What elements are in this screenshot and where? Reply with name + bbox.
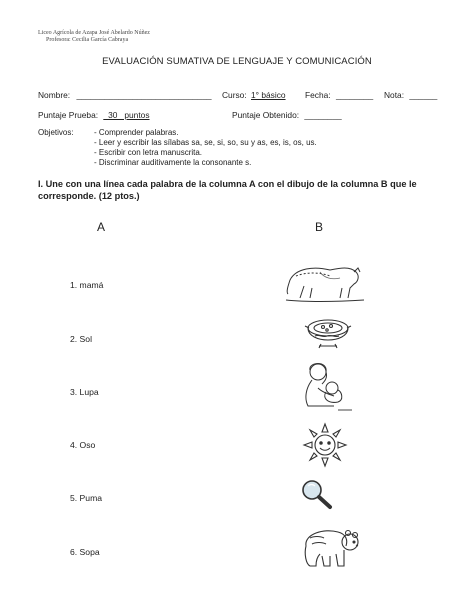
word-item-sopa: 6. Sopa [70, 547, 100, 557]
school-name: Liceo Agrícola de Azapa José Abelardo Núñez [38, 30, 150, 36]
magnifier-icon [300, 478, 334, 510]
curso-label: Curso: [222, 90, 247, 100]
sun-icon [302, 422, 348, 468]
column-a-heading: A [97, 220, 106, 234]
objective-item: - Leer y escribir las sílabas sa, se, si, so, su y as, es, is, os, us. [94, 138, 317, 147]
teacher-name: Profesora: Cecilia García Cabraya [46, 37, 129, 43]
puma-icon [284, 258, 370, 304]
word-item-oso: 4. Oso [70, 440, 96, 450]
word-item-sol: 2. Sol [70, 334, 92, 344]
objective-item: - Escribir con letra manuscrita. [94, 148, 203, 157]
word-item-puma: 5. Puma [70, 493, 103, 503]
instruction-text: I. Une con una línea cada palabra de la columna A con el dibujo de la columna B que le corresponde. (12 ptos.) [38, 179, 417, 201]
objective-item: - Comprender palabras. [94, 128, 179, 137]
puntaje-prueba-field [38, 110, 150, 120]
puntaje-prueba-value: _30_ puntos [103, 110, 150, 120]
objectives-label: Objetivos: [38, 128, 74, 137]
fecha-field [305, 90, 373, 100]
nombre-line: _____________________________ [76, 90, 212, 100]
column-b-heading: B [315, 220, 324, 234]
nombre-field [38, 90, 212, 100]
objective-item: - Discriminar auditivamente la consonante s. [94, 158, 252, 167]
puntaje-obtenido-label: Puntaje Obtenido: [232, 110, 300, 120]
nota-label: Nota: [384, 90, 405, 100]
objectives-list [94, 128, 317, 168]
curso-value: 1° básico [251, 90, 286, 100]
nombre-label: Nombre: [38, 90, 71, 100]
fecha-label: Fecha: [305, 90, 331, 100]
puntaje-obtenido-field [232, 110, 342, 120]
curso-field [222, 90, 286, 100]
nota-line: ______ [409, 90, 438, 100]
puntaje-prueba-label: Puntaje Prueba: [38, 110, 99, 120]
page-title: EVALUACIÓN SUMATIVA DE LENGUAJE Y COMUNICACIÓN [102, 56, 372, 67]
soup-bowl-icon [303, 314, 353, 354]
bear-icon [298, 524, 360, 570]
nota-field [384, 90, 437, 100]
word-item-mama: 1. mamá [70, 280, 104, 290]
puntaje-obtenido-line: ________ [304, 110, 342, 120]
word-item-lupa: 3. Lupa [70, 387, 99, 397]
fecha-line: ________ [335, 90, 374, 100]
mother-baby-icon [298, 358, 356, 414]
